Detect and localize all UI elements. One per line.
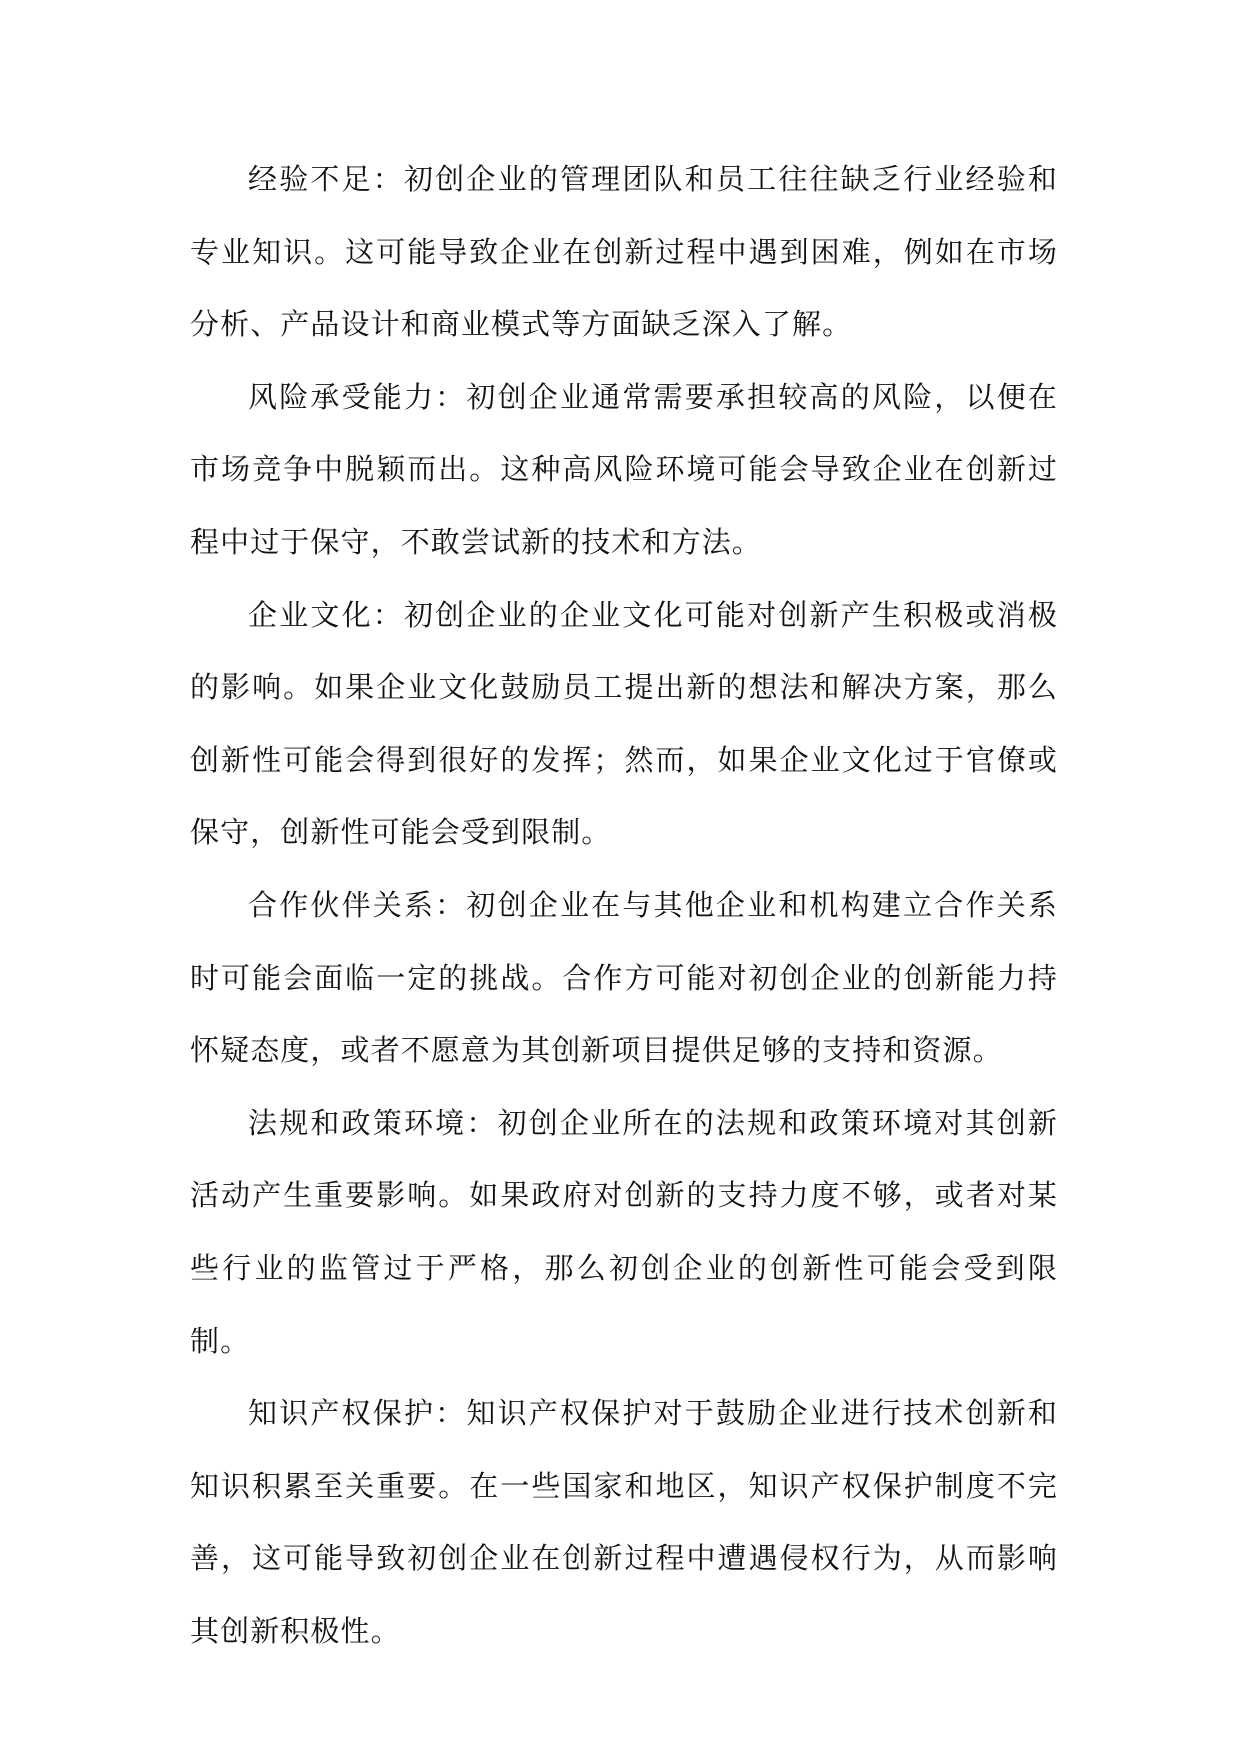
paragraph-partnerships: 合作伙伴关系：初创企业在与其他企业和机构建立合作关系时可能会面临一定的挑战。合作方可能对初创企业的创新能力持怀疑态度，或者不愿意为其创新项目提供足够的支持和资源。 (190, 887, 1058, 1068)
paragraph-intellectual-property: 知识产权保护：知识产权保护对于鼓励企业进行技术创新和知识积累至关重要。在一些国家和地区，知识产权保护制度不完善，这可能导致初创企业在创新过程中遭遇侵权行为，从而影响其创新积极性。 (190, 1396, 1058, 1648)
paragraph-corporate-culture: 企业文化：初创企业的企业文化可能对创新产生积极或消极的影响。如果企业文化鼓励员工提出新的想法和解决方案，那么创新性可能会得到很好的发挥；然而，如果企业文化过于官僚或保守，创新性可能会受到限制。 (190, 597, 1058, 850)
paragraph-risk-tolerance: 风险承受能力：初创企业通常需要承担较高的风险，以便在市场竞争中脱颖而出。这种高风险环境可能会导致企业在创新过程中过于保守，不敢尝试新的技术和方法。 (190, 379, 1058, 559)
paragraph-regulatory-environment: 法规和政策环境：初创企业所在的法规和政策环境对其创新活动产生重要影响。如果政府对创新的支持力度不够，或者对某些行业的监管过于严格，那么初创企业的创新性可能会受到限制。 (190, 1105, 1058, 1358)
body-text (190, 143, 1058, 1667)
paragraph-experience: 经验不足：初创企业的管理团队和员工往往缺乏行业经验和专业知识。这可能导致企业在创新过程中遇到困难，例如在市场分析、产品设计和商业模式等方面缺乏深入了解。 (190, 162, 1058, 342)
